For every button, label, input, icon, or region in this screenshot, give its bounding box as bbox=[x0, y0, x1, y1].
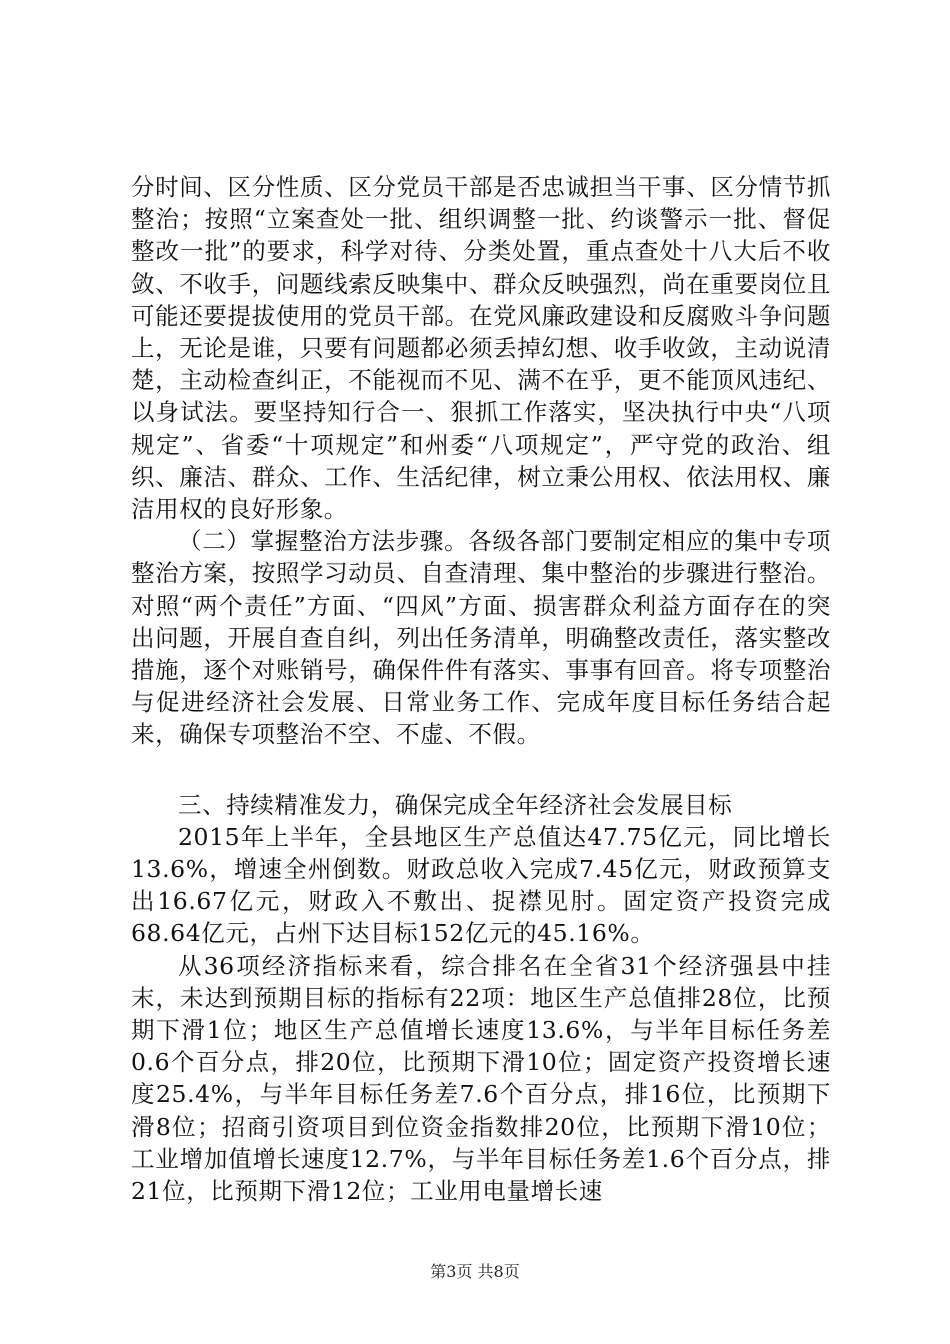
document-body bbox=[131, 171, 831, 1207]
paragraph-continuation: 分时间、区分性质、区分党员干部是否忠诚担当干事、区分情节抓整治；按照“立案查处一批、组织调整一批、约谈警示一批、督促整改一批”的要求，科学对待、分类处置，重点查处十八大后不收敛、不收手，问题线索反映集中、群众反映强烈，尚在重要岗位且可能还要提拔使用的党员干部。在党风廉政建设和反腐败斗争问题上，无论是谁，只要有问题都必须丢掉幻想、收手收敛，主动说清楚，主动检查纠正，不能视而不见、满不在乎，更不能顶风违纪、以身试法。要坚持知行合一、狠抓工作落实，坚决执行中央“八项规定”、省委“十项规定”和州委“八项规定”，严守党的政治、组织、廉洁、群众、工作、生活纪律，树立秉公用权、依法用权、廉洁用权的良好形象。 bbox=[131, 173, 831, 524]
paragraph-economic-summary: 2015年上半年，全县地区生产总值达47.75亿元，同比增长13.6%，增速全州倒数。财政总收入完成7.45亿元，财政预算支出16.67亿元，财政入不敷出、捉襟见肘。固定资产投资完成68.64亿元，占州下达目标152亿元的45.16%。 bbox=[131, 822, 831, 948]
paragraph-method-steps: （二）掌握整治方法步骤。各级各部门要制定相应的集中专项整治方案，按照学习动员、自查清理、集中整治的步骤进行整治。对照“两个责任”方面、“四风”方面、损害群众利益方面存在的突出问题，开展自查自纠，列出任务清单，明确整改责任，落实整改措施，逐个对账销号，确保件件有落实、事事有回音。将专项整治与促进经济社会发展、日常业务工作、完成年度目标任务结合起来，确保专项整治不空、不虚、不假。 bbox=[131, 527, 831, 749]
page-footer: 第3页 共8页 bbox=[430, 1262, 520, 1281]
section-heading: 三、持续精准发力，确保完成全年经济社会发展目标 bbox=[178, 790, 733, 819]
paragraph-economic-indicators: 从36项经济指标来看，综合排名在全省31个经济强县中挂末，未达到预期目标的指标有22项：地区生产总值排28位，比预期下滑1位；地区生产总值增长速度13.6%，与半年目标任务差0.6个百分点，排20位，比预期下滑10位；固定资产投资增长速度25.4%，与半年目标任务差7.6个百分点，排16位，比预期下滑8位；招商引资项目到位资金指数排20位，比预期下滑10位；工业增加值增长速度12.7%，与半年目标任务差1.6个百分点，排21位，比预期下滑12位；工业用电量增长速 bbox=[131, 951, 831, 1206]
section-gap bbox=[131, 751, 831, 789]
